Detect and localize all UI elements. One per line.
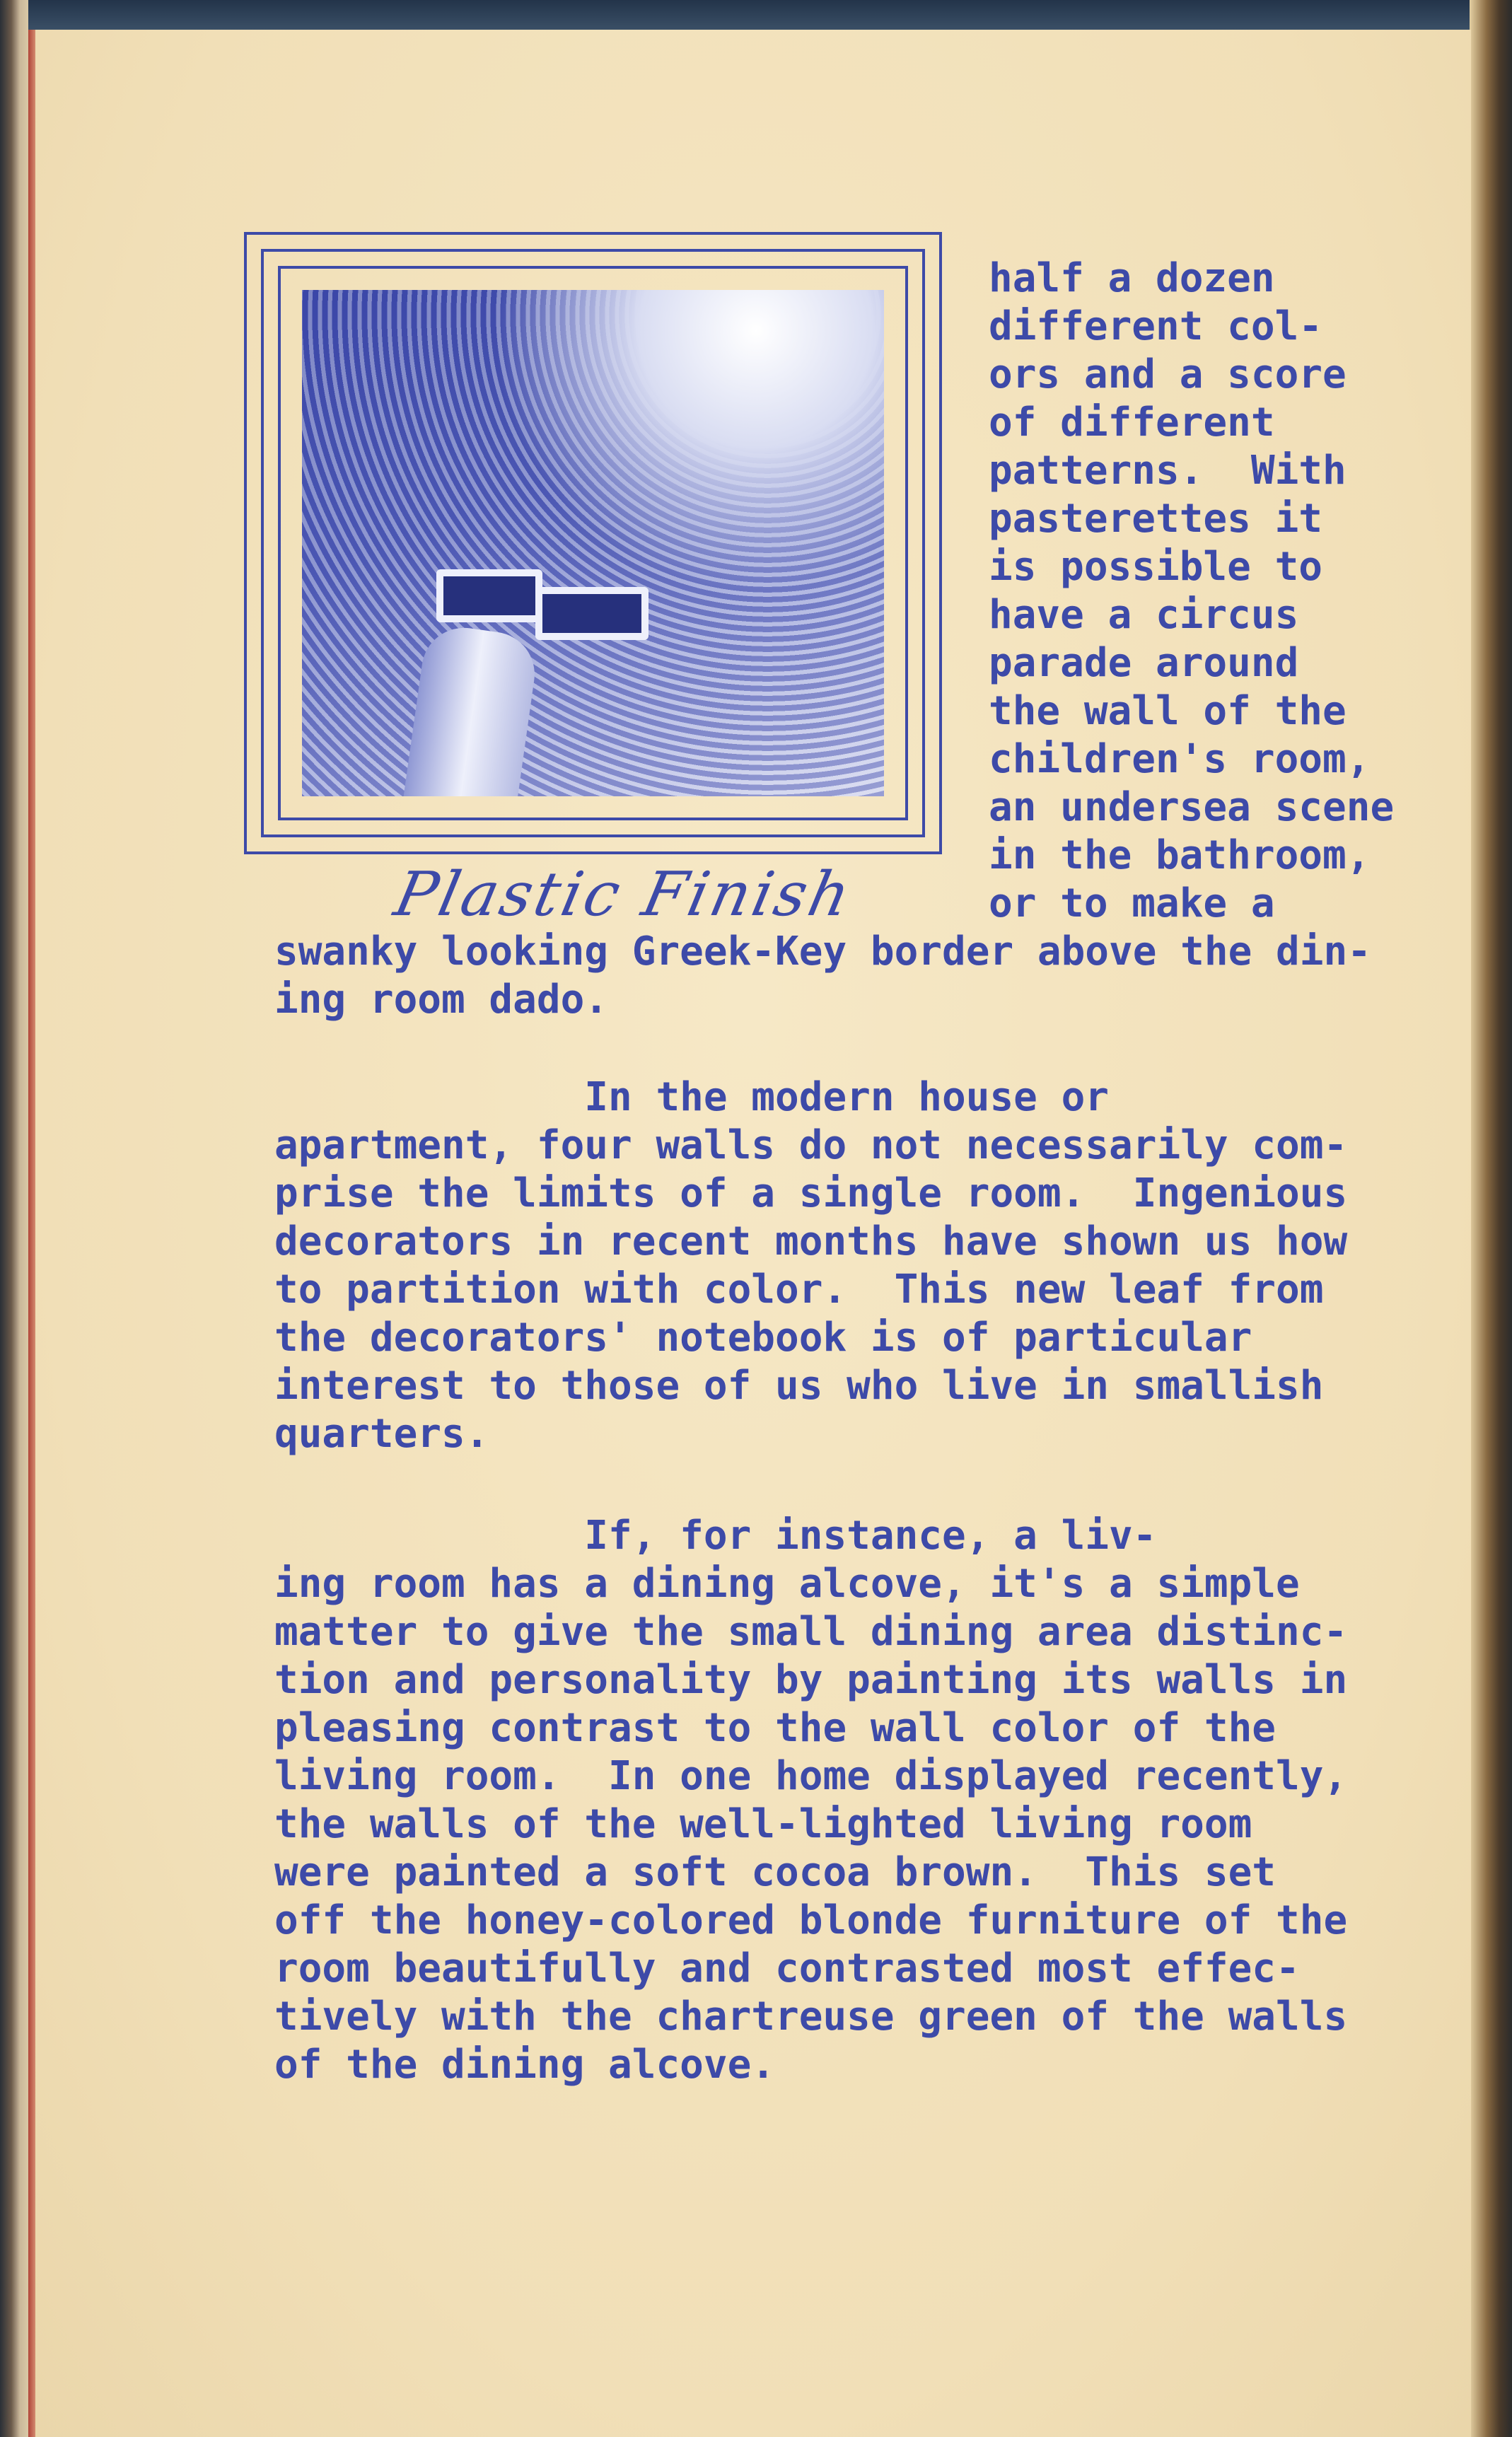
book-spine [0, 0, 28, 2437]
plastic-finish-photo [302, 290, 884, 796]
text-line: room beautifully and contrasted most effec- [274, 1945, 1300, 1991]
text-line: pleasing contrast to the wall color of the [274, 1705, 1277, 1751]
text-line: pasterettes it [989, 496, 1323, 542]
text-line: quarters. [274, 1411, 489, 1457]
text-line: ors and a score [989, 351, 1347, 397]
hand-figure [403, 622, 540, 796]
text-line: ing room dado. [274, 977, 609, 1023]
page-red-edge [28, 30, 35, 2437]
text-line: the walls of the well-lighted living room [274, 1801, 1252, 1847]
photo-caption: Plastic Finish [388, 859, 859, 930]
text-line: swanky looking Greek-Key border above the din- [274, 929, 1371, 975]
text-line: of the dining alcove. [274, 2042, 776, 2088]
text-line: children's room, [989, 736, 1371, 782]
text-line: different col- [989, 303, 1323, 349]
text-line: an undersea scene [989, 784, 1395, 830]
text-line: is possible to [989, 544, 1323, 590]
text-line: In the modern house or [274, 1074, 1110, 1120]
text-line: patterns. With [989, 448, 1347, 494]
text-line: were painted a soft cocoa brown. This set [274, 1849, 1277, 1895]
text-line: If, for instance, a liv- [274, 1513, 1157, 1559]
text-line: living room. In one home displayed recently, [274, 1753, 1348, 1799]
text-line: prise the limits of a single room. Ingenious [274, 1170, 1348, 1216]
text-line: decorators in recent months have shown us how [274, 1218, 1348, 1264]
text-line: tion and personality by painting its walls in [274, 1657, 1348, 1703]
text-line: off the honey-colored blonde furniture of the [274, 1897, 1348, 1943]
text-line: ing room has a dining alcove, it's a simple [274, 1561, 1300, 1607]
texture-tool-right [535, 587, 649, 640]
text-line: interest to those of us who live in smallish [274, 1363, 1324, 1409]
text-line: matter to give the small dining area distinc- [274, 1609, 1348, 1655]
text-line: of different [989, 400, 1275, 446]
text-line: in the bathroom, [989, 832, 1371, 878]
text-line: tively with the chartreuse green of the walls [274, 1994, 1348, 2040]
text-line: the wall of the [989, 688, 1347, 734]
photo-frame [244, 232, 942, 854]
text-line: or to make a [989, 880, 1275, 926]
text-line: the decorators' notebook is of particular [274, 1315, 1252, 1361]
text-line: half a dozen [989, 255, 1275, 301]
text-line: to partition with color. This new leaf from [274, 1267, 1324, 1313]
book-cover-top [0, 0, 1512, 30]
texture-tool-left [436, 569, 542, 622]
text-line: have a circus [989, 592, 1299, 638]
text-line: apartment, four walls do not necessarily com- [274, 1122, 1348, 1168]
text-line: parade around [989, 640, 1299, 686]
book-page-edge [1470, 0, 1512, 2437]
